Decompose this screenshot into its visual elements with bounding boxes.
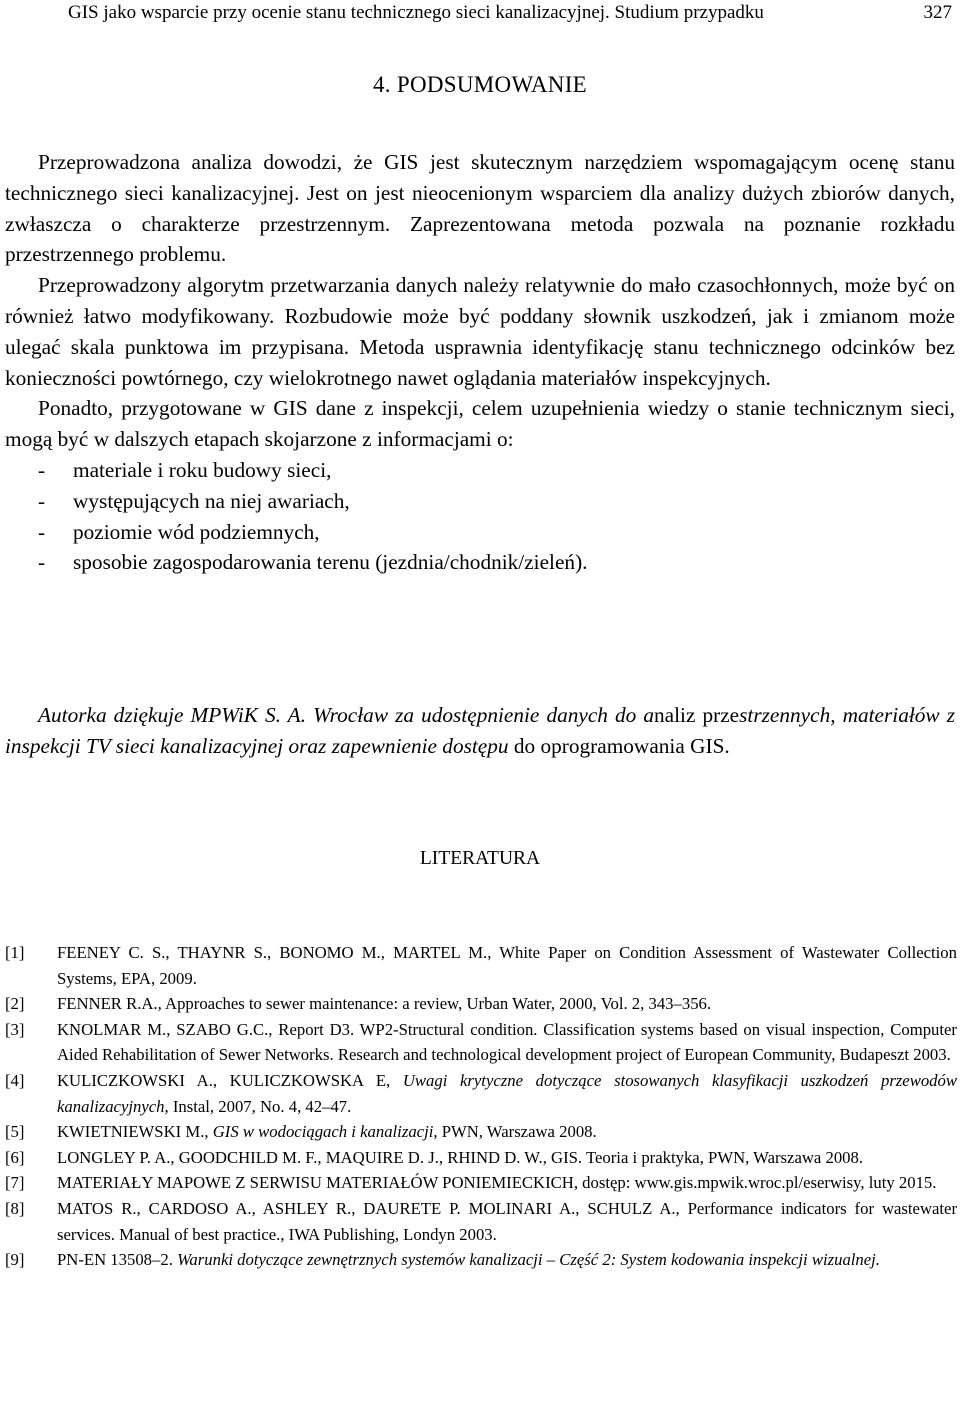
list-dash: - xyxy=(38,550,46,575)
reference-italic: Uwagi krytyczne dotyczące stosowanych klasyfikacji uszkodzeń przewodów kanalizacyjnych xyxy=(57,1070,957,1116)
literature-title: LITERATURA xyxy=(419,848,541,869)
info-list xyxy=(5,455,955,578)
reference-text: KNOLMAR M., SZABO G.C., Report D3. WP2-Structural condition. Classification systems based on visual inspection, Computer Aided Rehabilitation of Sewer Networks. Research and technological development project of European Community, Budapeszt 2003. xyxy=(57,1019,957,1065)
reference-number: [8] xyxy=(5,1198,25,1218)
acknowledgement-normal: naliz prze xyxy=(654,703,740,727)
list-item-text: występujących na niej awariach, xyxy=(73,488,350,513)
reference-item xyxy=(5,1247,957,1273)
reference-item xyxy=(5,1145,957,1171)
reference-text: FEENEY C. S., THAYNR S., BONOMO M., MARTEL M., White Paper on Condition Assessment of Wastewater Collection Systems, EPA, 2009. xyxy=(57,943,957,988)
reference-text: MATERIAŁY MAPOWE Z SERWISU MATERIAŁÓW PONIEMIECKICH, dostęp: www.gis.mpwik.wroc.pl/eserwisy, luty 2015. xyxy=(57,1173,937,1193)
acknowledgement xyxy=(5,700,955,762)
list-item xyxy=(5,486,955,517)
paragraph: Przeprowadzona analiza dowodzi, że GIS jest skutecznym narzędziem wspomagającym ocenę stanu technicznego sieci kanalizacyjnej. Jest on jest nieocenionym wsparciem dla analizy dużych zbiorów danych, zwłaszcza o charakterze przestrzennym. Zaprezentowana metoda pozwala na poznanie rozkładu przestrzennego problemu. xyxy=(5,150,955,267)
acknowledgement-italic: Autorka dziękuje MPWiK S. A. Wrocław za udostępnienie danych do a xyxy=(38,703,655,727)
reference-number: [5] xyxy=(5,1122,25,1142)
list-item-text: materiale i roku budowy sieci, xyxy=(73,457,332,482)
reference-number: [1] xyxy=(5,943,25,962)
summary-body xyxy=(5,147,955,578)
reference-number: [3] xyxy=(5,1019,25,1039)
page-number: 327 xyxy=(923,2,952,23)
running-header xyxy=(68,2,952,24)
reference-italic: Warunki dotyczące zewnętrznych systemów kanalizacji – Część 2: System kodowania inspekcji wizualnej. xyxy=(177,1250,880,1270)
reference-item xyxy=(5,1017,957,1068)
reference-text: KULICZKOWSKI A., KULICZKOWSKA E, xyxy=(57,1070,403,1090)
reference-text: MATOS R., CARDOSO A., ASHLEY R., DAURETE P. MOLINARI A., SCHULZ A., Performance indicators for wastewater services. Manual of best practice., IWA Publishing, Londyn 2003. xyxy=(57,1198,957,1244)
list-dash: - xyxy=(38,519,46,544)
reference-list xyxy=(5,940,957,1273)
reference-text: LONGLEY P. A., GOODCHILD M. F., MAQUIRE D. J., RHIND D. W., GIS. Teoria i praktyka, PWN, Warszawa 2008. xyxy=(57,1147,864,1167)
reference-text: KWIETNIEWSKI M., xyxy=(57,1122,213,1142)
reference-item xyxy=(5,1196,957,1247)
paragraph: Przeprowadzony algorytm przetwarzania danych należy relatywnie do mało czasochłonnych, może być on również łatwo modyfikowany. Rozbudowie może być poddany słownik uszkodzeń, jak i zmianom może ulegać skala punktowa im przypisana. Metoda usprawnia identyfikację stanu technicznego odcinków bez konieczności powtórnego, czy wielokrotnego nawet oglądania materiałów inspekcyjnych. xyxy=(5,273,955,390)
reference-tail: , PWN, Warszawa 2008. xyxy=(433,1122,597,1142)
reference-item xyxy=(5,1119,957,1145)
acknowledgement-text xyxy=(5,700,955,762)
list-dash: - xyxy=(38,488,46,513)
list-item-text: poziomie wód podziemnych, xyxy=(73,519,320,544)
reference-number: [6] xyxy=(5,1147,25,1167)
paragraph: Ponadto, przygotowane w GIS dane z inspekcji, celem uzupełnienia wiedzy o stanie technicznym sieci, mogą być w dalszych etapach skojarzone z informacjami o: xyxy=(5,396,955,452)
list-item xyxy=(5,455,955,486)
reference-number: [9] xyxy=(5,1250,25,1270)
list-item xyxy=(5,547,955,578)
reference-item xyxy=(5,940,957,991)
reference-item xyxy=(5,1170,957,1196)
list-item-text: sposobie zagospodarowania terenu (jezdnia/chodnik/zieleń). xyxy=(73,550,588,575)
reference-number: [4] xyxy=(5,1070,25,1090)
reference-number: [7] xyxy=(5,1173,25,1193)
reference-tail: , Instal, 2007, No. 4, 42–47. xyxy=(164,1096,352,1116)
list-item xyxy=(5,517,955,548)
reference-number: [2] xyxy=(5,994,25,1014)
reference-item xyxy=(5,991,957,1017)
reference-italic: GIS w wodociągach i kanalizacji xyxy=(212,1122,434,1142)
reference-text: FENNER R.A., Approaches to sewer maintenance: a review, Urban Water, 2000, Vol. 2, 343–356. xyxy=(57,994,712,1014)
acknowledgement-italic-2: strzennych, materiałów z inspekcji TV sieci kanalizacyjnej oraz zapewnienie dostępu xyxy=(5,703,955,758)
reference-item xyxy=(5,1068,957,1119)
running-title: GIS jako wsparcie przy ocenie stanu technicznego sieci kanalizacyjnej. Studium przypadku xyxy=(68,2,764,23)
list-dash: - xyxy=(38,457,46,482)
section-title: 4. PODSUMOWANIE xyxy=(372,72,588,97)
acknowledgement-normal-2: do oprogramowania GIS. xyxy=(508,733,730,758)
reference-text: PN-EN 13508–2. xyxy=(57,1250,178,1270)
